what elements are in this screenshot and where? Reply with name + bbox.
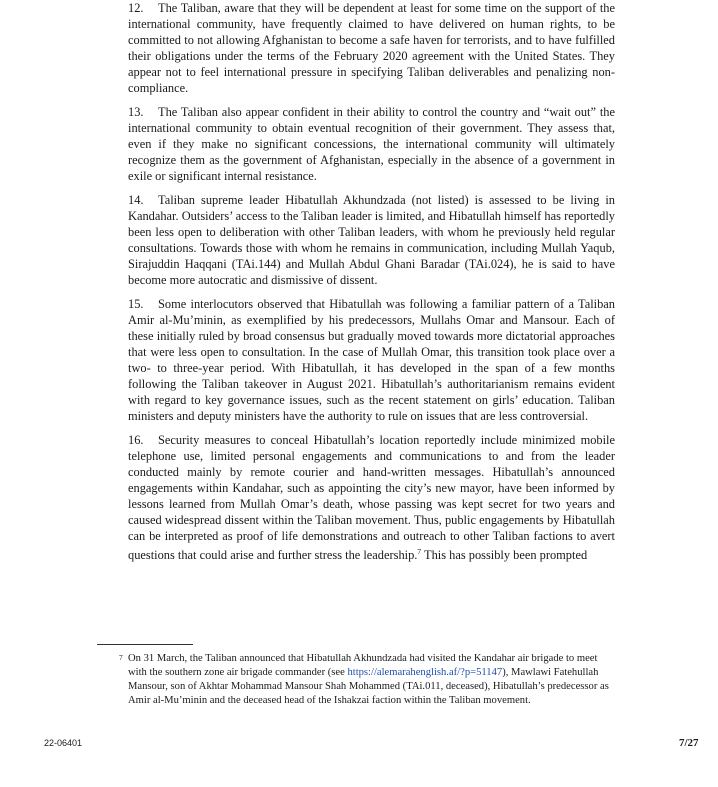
paragraph-16 [128,432,615,563]
paragraph-number: 12. [128,1,144,15]
paragraph-14 [128,192,615,288]
footnote-text: On 31 March, the Taliban announced that Hibatullah Akhundzada had visited the Kandahar air brigade to meet with the southern zone air brigade commander (see [128,653,598,678]
paragraph-number: 14. [128,193,144,207]
page-number: 7/27 [679,737,699,749]
paragraph-15 [128,296,615,424]
paragraph-number: 16. [128,433,144,447]
document-body [128,0,615,571]
footnote-7 [119,652,615,708]
paragraph-text: Some interlocutors observed that Hibatullah was following a familiar pattern of a Taliban Amir al-Mu’minin, as exemplified by his predecessors, Mullahs Omar and Mansour. Each of these initially ruled by broad consensus but gradually moved towards more dictatorial approaches that were less open to consultation. In the case of Mullah Omar, this transition took place over a two- to three-year period. With Hibatullah, it has developed in the span of a few months following the Taliban takeover in August 2021. Hibatullah’s authoritarianism remains evident with regard to key governance issues, such as the recent statement on girls’ education. Taliban ministers and deputy ministers have the authority to rule on issues that are less controversial. [128,297,615,423]
footnote-mark: 7 [119,653,123,662]
footnote-link[interactable]: https://alemarahenglish.af/?p=51147 [347,667,503,678]
paragraph-13 [128,104,615,184]
paragraph-text: Taliban supreme leader Hibatullah Akhundzada (not listed) is assessed to be living in Kandahar. Outsiders’ access to the Taliban leader is limited, and Hibatullah himself has reportedly been less open to deliberation with other Taliban leaders, with whom he previously held regular consultations. Towards those with whom he remains in communication, including Mullah Yaqub, Sirajuddin Haqqani (TAi.144) and Mullah Abdul Ghani Baradar (TAi.024), he is said to have become more autocratic and dismissive of dissent. [128,193,615,287]
paragraph-12 [128,0,615,96]
paragraph-text-continued: This has possibly been prompted [421,548,588,562]
paragraph-text: The Taliban, aware that they will be dependent at least for some time on the support of the international community, have frequently claimed to have delivered on human rights, to be committed to not allowing Afghanistan to become a safe haven for terrorists, and to have fulfilled their obligations under the terms of the February 2020 agreement with the United States. They appear not to feel international pressure in specifying Taliban deliverables and penalizing non-compliance. [128,1,615,95]
paragraph-text: Security measures to conceal Hibatullah’s location reportedly include minimized mobile telephone use, limited personal engagements and communications to and from the leader conducted mainly by remote courier and hand-written messages. Hibatullah’s announced engagements within Kandahar, such as appointing the city’s new mayor, have been informed by lessons learned from Mullah Omar’s death, whose passing was kept secret for two years and caused widespread dissent within the Taliban movement. Thus, public engagements by Hibatullah can be interpreted as proof of life demonstrations and outreach to other Taliban factions to avert questions that could arise and further stress the leadership. [128,433,615,562]
document-id: 22-06401 [44,738,83,748]
paragraph-text: The Taliban also appear confident in their ability to control the country and “wait out” the international community to obtain eventual recognition of their government. They assess that, even if they make no significant concessions, the international community will ultimately recognize them as the government of Afghanistan, especially in the absence of a government in exile or significant internal resistance. [128,105,615,183]
footnote-separator [97,644,193,645]
footnote-text-continued: ), Mawlawi Fatehullah Mansour, son of Akhtar Mohammad Mansour Shah Mohammed (TAi.011, deceased), Hibatullah’s predecessor as Amir al-Mu’minin and the deceased head of the Ishakzai faction within the Taliban movement. [128,667,609,706]
paragraph-number: 13. [128,105,144,119]
footnote-reference[interactable]: 7 [417,547,422,556]
paragraph-number: 15. [128,297,144,311]
